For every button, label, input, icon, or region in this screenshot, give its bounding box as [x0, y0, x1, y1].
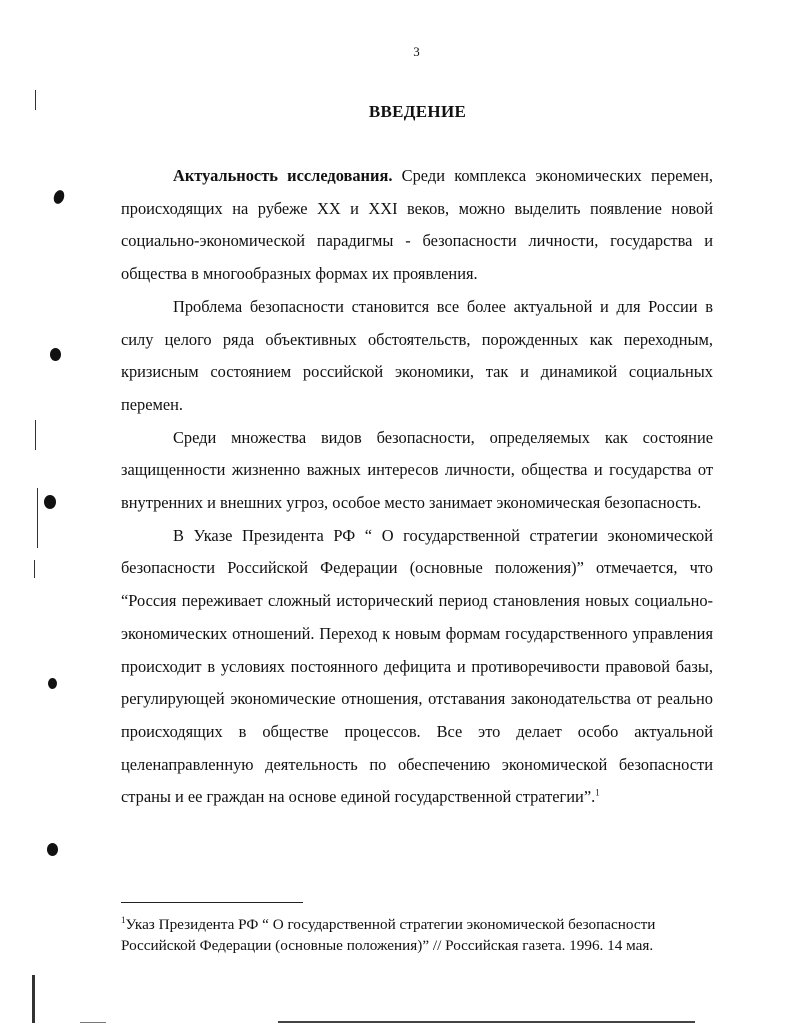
paragraph-text: Проблема безопасности становится все более актуальной и для России в силу целого ряда объективных обстоятельств, порожденных как переходным, кризисным состоянием российской экономики, так и динамикой социальных перемен. [121, 296, 713, 414]
scan-edge-line [35, 420, 36, 450]
paragraph-text: Среди комплекса экономических перемен, происходящих на рубеже XX и XXI веков, можно выделить появление новой социально-экономической парадигмы - безопасности личности, государства и общества в многообразных формах их проявления. [121, 166, 713, 284]
footnote-divider [121, 902, 303, 903]
scan-edge-line [37, 488, 38, 548]
scan-edge-line [278, 1021, 695, 1023]
footnote [121, 915, 711, 956]
paragraph-security-problem [121, 291, 713, 422]
paragraph-lead: Актуальность исследования. [173, 166, 393, 185]
body-text [121, 160, 713, 814]
paragraph-relevance [121, 160, 713, 291]
scan-edge-line [80, 1022, 106, 1023]
paragraph-text: В Указе Президента РФ “ О государственной стратегии экономической безопасности Российской Федерации (основные положения)” отмечается, что “Россия переживает сложный исторический период становления новых социально-экономических отношений. Переход к новым формам государственного управления происходит в условиях постоянного дефицита и противоречивости правовой базы, регулирующей экономические отношения, отставания законодательства от реально происходящих в обществе процессов. Все это делает особо актуальной целенаправленную деятельность по обеспечению экономической безопасности страны и ее граждан на основе единой государственной стратегии”. [121, 525, 713, 807]
paragraph-security-types [121, 422, 713, 520]
scan-edge-line [34, 560, 35, 578]
page-title: ВВЕДЕНИЕ [368, 102, 467, 121]
scan-hole-mark [44, 495, 56, 509]
footnote-reference[interactable]: 1 [595, 787, 600, 798]
page-number: 3 [413, 44, 420, 59]
scan-hole-mark [47, 843, 58, 856]
scan-edge-line [32, 975, 35, 1023]
footnote-text: Указ Президента РФ “ О государственной стратегии экономической безопасности Российской Федерации (основные положения)” // Российская газета. 1996. 14 мая. [121, 916, 656, 954]
paragraph-decree [121, 520, 713, 814]
paragraph-text: Среди множества видов безопасности, определяемых как состояние защищенности жизненно важных интересов личности, общества и государства от внутренних и внешних угроз, особое место занимает экономическая безопасность. [121, 427, 713, 513]
footnote-mark: 1 [121, 914, 126, 925]
scan-edge-line [35, 90, 36, 110]
scan-hole-mark [52, 189, 66, 206]
scan-hole-mark [48, 678, 57, 689]
scan-hole-mark [50, 348, 61, 361]
